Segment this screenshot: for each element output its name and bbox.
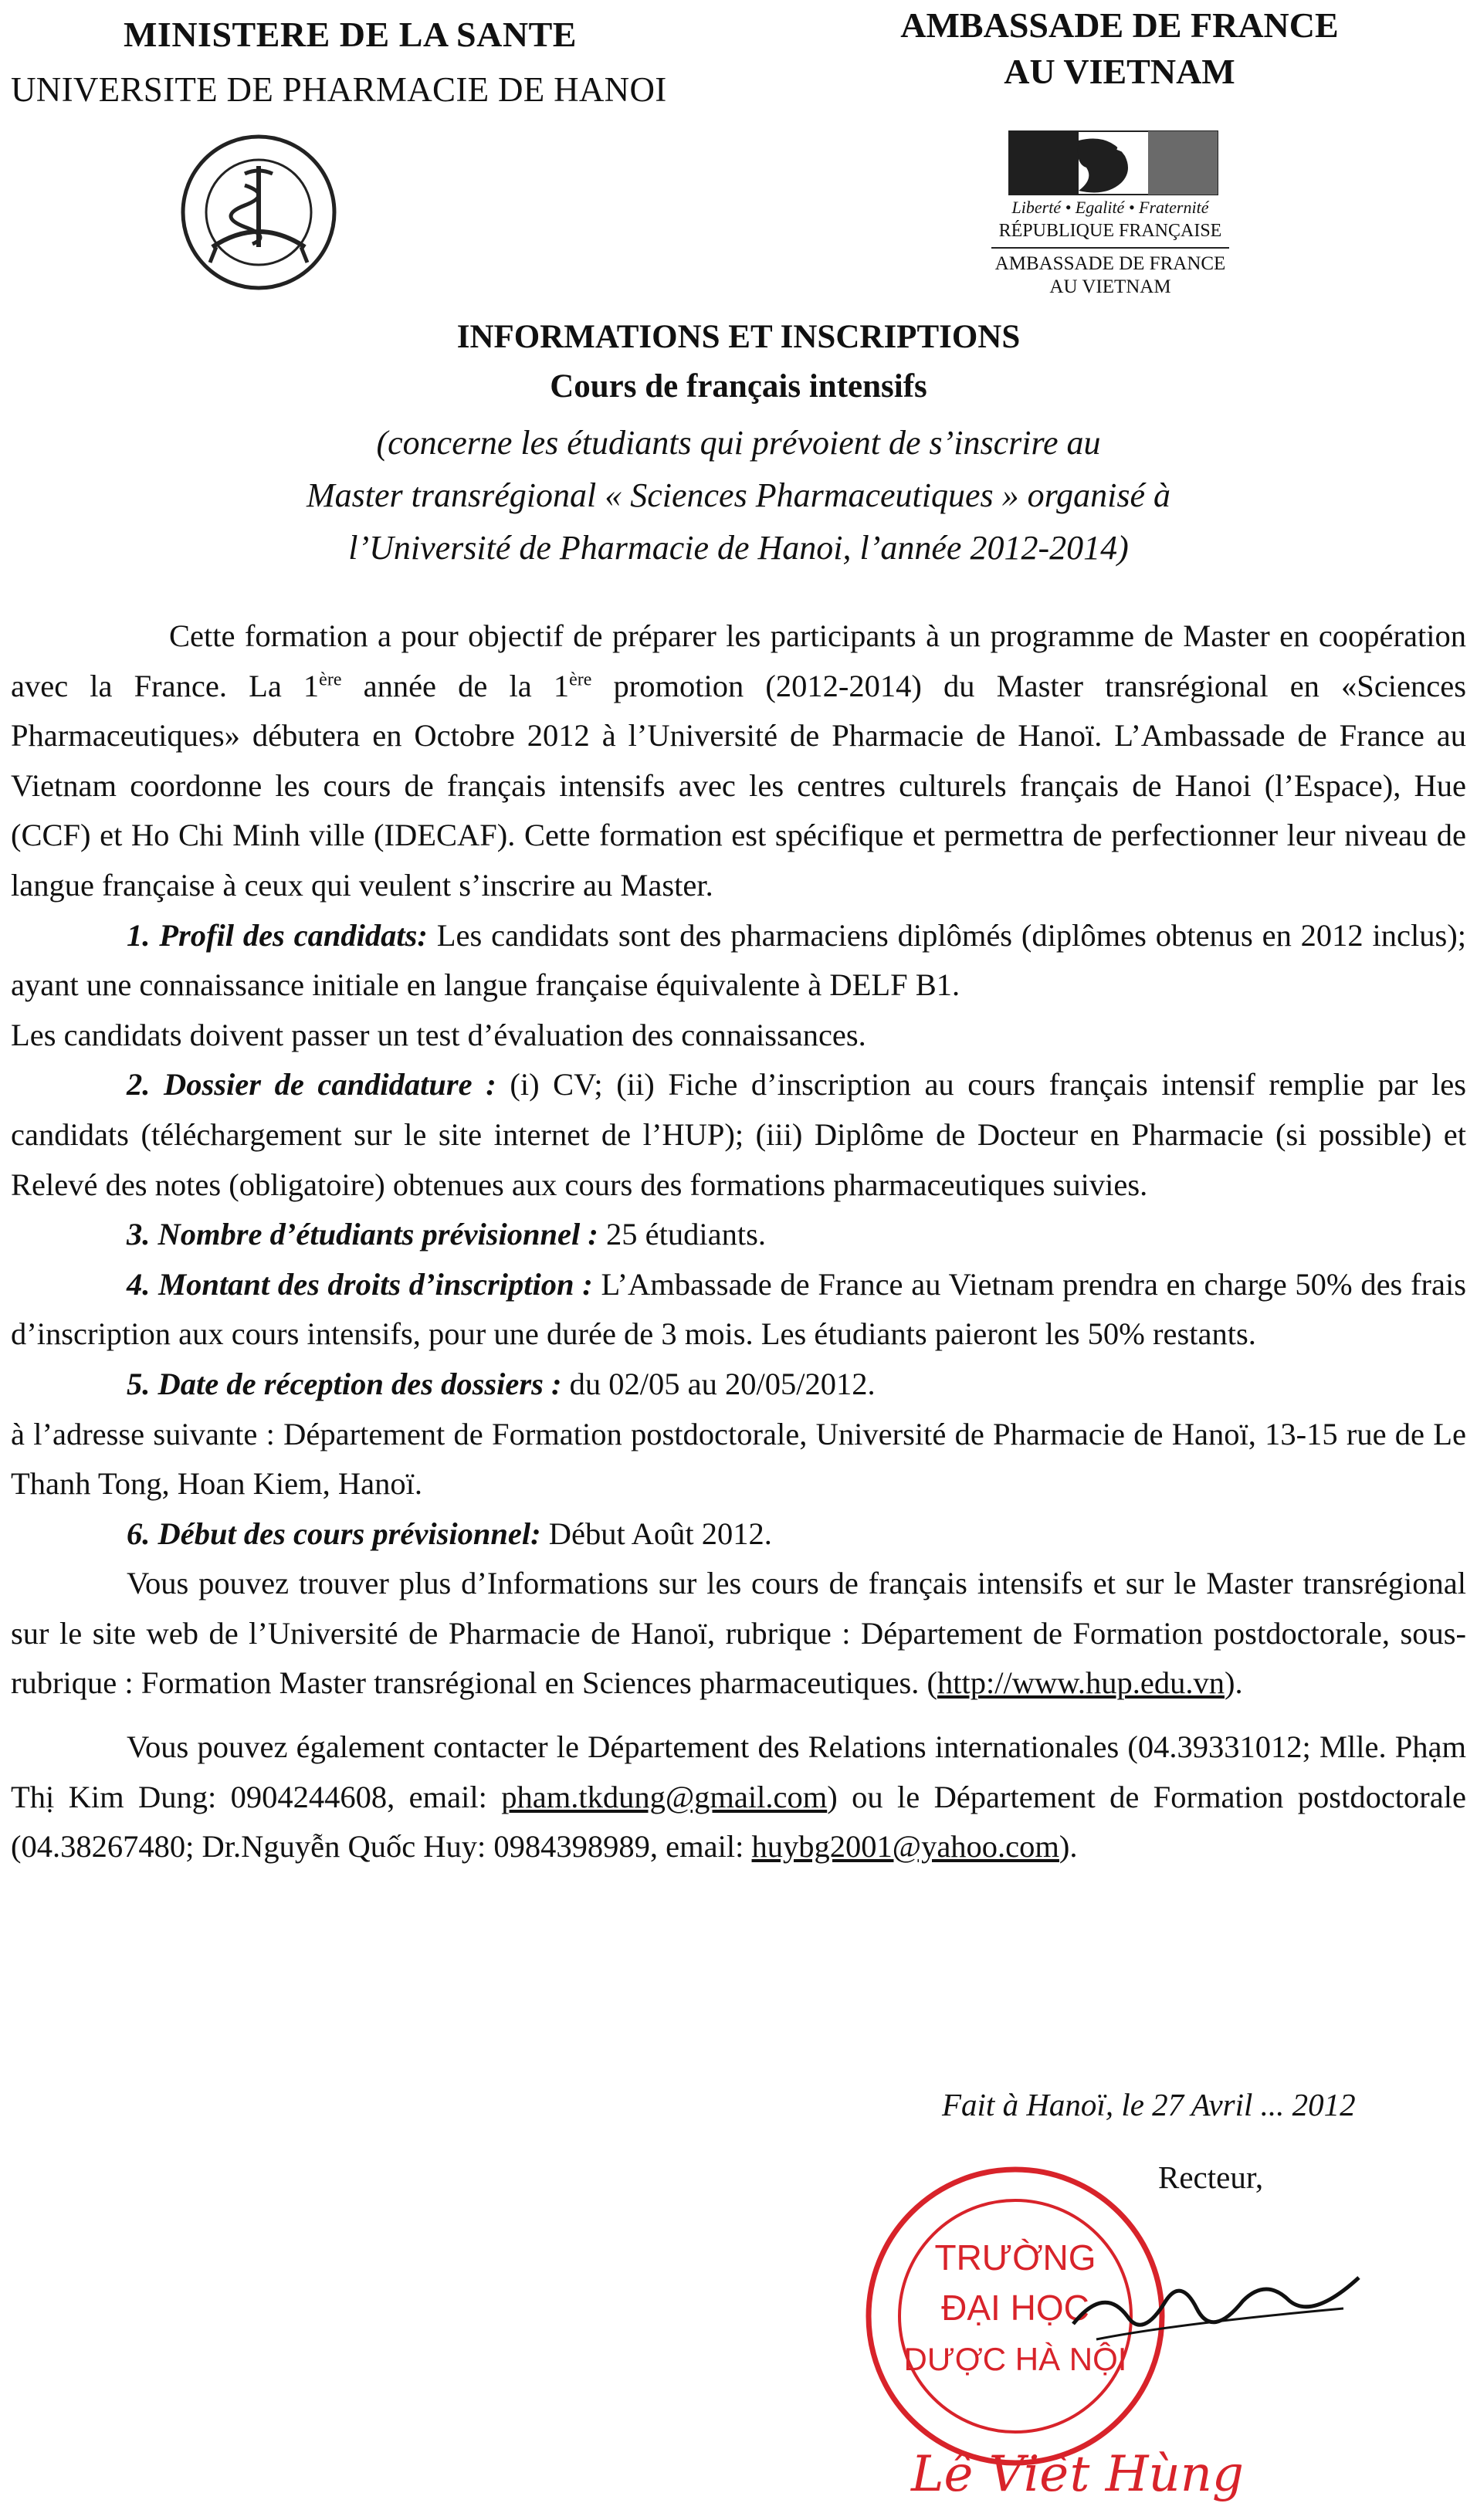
document-title: INFORMATIONS ET INSCRIPTIONS (456, 319, 1021, 355)
note-line: l’Université de Pharmacie de Hanoi, l’année 2012-2014) (348, 529, 1129, 567)
intro-paragraph (11, 611, 1466, 911)
university-logo (158, 131, 359, 293)
contact-text: ) ou le Département de Formation postdoctorale (04.38267480; Dr.Nguyễn Quốc Huy: 0984398989, email: (11, 1779, 1466, 1865)
section-montant (11, 1260, 1466, 1360)
email-link-dung[interactable]: pham.tkdung@gmail.com (501, 1779, 828, 1814)
contact-text: Vous pouvez également contacter le Département des Relations internationales (04.39331012; Mlle. Phạm Thị Kim Dung: 0904244608, email: (11, 1729, 1466, 1814)
section-text: Les candidats sont des pharmaciens diplômés (diplômes obtenus en 2012 inclus); ayant une connaissance initiale en langue française équivalente à DELF B1. (11, 917, 1466, 1003)
superscript: ère (319, 669, 342, 690)
logo-divider (991, 247, 1229, 249)
stamp-line: TRƯỜNG (934, 2237, 1096, 2278)
section-profil-cont: Les candidats doivent passer un test d’évaluation des connaissances. (11, 1017, 866, 1052)
note-line: (concerne les étudiants qui prévoient de s’inscrire au (376, 424, 1101, 462)
signatory-title: Recteur, (1158, 2159, 1264, 2195)
signatory-name: Lê Viết Hùng (911, 2446, 1244, 2503)
embassy-heading-line1: AMBASSADE DE FRANCE (900, 5, 1339, 45)
stamp-line: DƯỢC HÀ NỘI (903, 2341, 1127, 2377)
section-profil (11, 911, 1466, 1011)
section-debut (11, 1509, 1466, 1560)
contact-paragraph (11, 1722, 1466, 1872)
intro-text: promotion (2012-2014) du Master transrégional en «Sciences Pharmaceutiques» débutera en Octobre 2012 à l’Université de Pharmacie de Hanoï. L’Ambassade de France au Vietnam coordonne les cours de français intensifs avec les centres culturels français de Hanoi (l’Espace), Hue (CCF) et Ho Chi Minh ville (IDECAF). Cette formation est spécifique et permettra de perfectionner leur niveau de langue française à ceux qui veulent s’inscrire au Master. (11, 668, 1466, 903)
section-heading: 3. Nombre d’étudiants prévisionnel : (127, 1217, 598, 1252)
university-heading: UNIVERSITE DE PHARMACIE DE HANOI (11, 70, 667, 109)
more-info-end: ). (1224, 1665, 1243, 1701)
email-link-huy[interactable]: huybg2001@yahoo.com (751, 1829, 1059, 1865)
section-text: du 02/05 au 20/05/2012. (561, 1366, 876, 1401)
ministry-heading: MINISTERE DE LA SANTE (124, 15, 577, 54)
place-date: Fait à Hanoï, le 27 Avril ... 2012 (942, 2087, 1356, 2122)
more-info-paragraph (11, 1559, 1466, 1709)
embassy-caption-line2: AU VIETNAM (1049, 276, 1171, 297)
section-heading: 5. Date de réception des dossiers : (127, 1366, 562, 1401)
section-text: 25 étudiants. (598, 1217, 766, 1252)
section-text: (i) CV; (ii) Fiche d’inscription au cours français intensif remplie par les candidats (téléchargement sur le site internet de l’HUP); (iii) Diplôme de Docteur en Pharmacie (si possible) et Relevé des notes (obligatoire) obtenues aux cours des formations pharmaceutiques suivies. (11, 1067, 1466, 1202)
spacer (11, 1709, 1466, 1722)
french-republic: RÉPUBLIQUE FRANÇAISE (998, 221, 1222, 241)
document-body (11, 611, 1466, 1872)
section-heading: 4. Montant des droits d’inscription : (127, 1266, 593, 1302)
document-subtitle: Cours de français intensifs (550, 368, 927, 405)
contact-text: ). (1059, 1829, 1078, 1865)
embassy-caption-line1: AMBASSADE DE FRANCE (994, 253, 1226, 274)
section-heading: 6. Début des cours prévisionnel: (127, 1516, 541, 1551)
section-text: Début Août 2012. (540, 1516, 772, 1551)
french-motto: Liberté • Egalité • Fraternité (1011, 198, 1209, 217)
intro-text: Cette formation a pour objectif de préparer les participants à un programme de Master en coopération avec la France. La 1 (11, 618, 1466, 703)
note-line: Master transrégional « Sciences Pharmaceutiques » organisé à (307, 476, 1170, 514)
superscript: ère (569, 669, 592, 690)
section-text: L’Ambassade de France au Vietnam prendra en charge 50% des frais d’inscription aux cours intensifs, pour une durée de 3 mois. Les étudiants paieront les 50% restants. (11, 1266, 1466, 1352)
website-link[interactable]: http://www.hup.edu.vn (937, 1665, 1225, 1701)
section-heading: 1. Profil des candidats: (127, 917, 428, 953)
section-date (11, 1360, 1466, 1410)
section-address: à l’adresse suivante : Département de Formation postdoctorale, Université de Pharmacie de Hanoï, 13-15 rue de Le Thanh Tong, Hoan Kiem, Hanoï. (11, 1416, 1466, 1502)
intro-text: année de la 1 (341, 668, 570, 703)
section-nombre (11, 1210, 1466, 1260)
document-note (0, 417, 1477, 574)
handwritten-signature (1065, 2270, 1374, 2370)
section-dossier (11, 1060, 1466, 1210)
more-info-text: Vous pouvez trouver plus d’Informations sur les cours de français intensifs et sur le Master transrégional sur le site web de l’Université de Pharmacie de Hanoï, rubrique : Département de Formation postdoctorale, sous-rubrique : Formation Master transrégional en Sciences pharmaceutiques. ( (11, 1566, 1466, 1701)
section-heading: 2. Dossier de candidature : (127, 1067, 496, 1102)
embassy-heading-line2: AU VIETNAM (1004, 52, 1235, 91)
stamp-line: ĐẠI HỌC (941, 2288, 1089, 2328)
